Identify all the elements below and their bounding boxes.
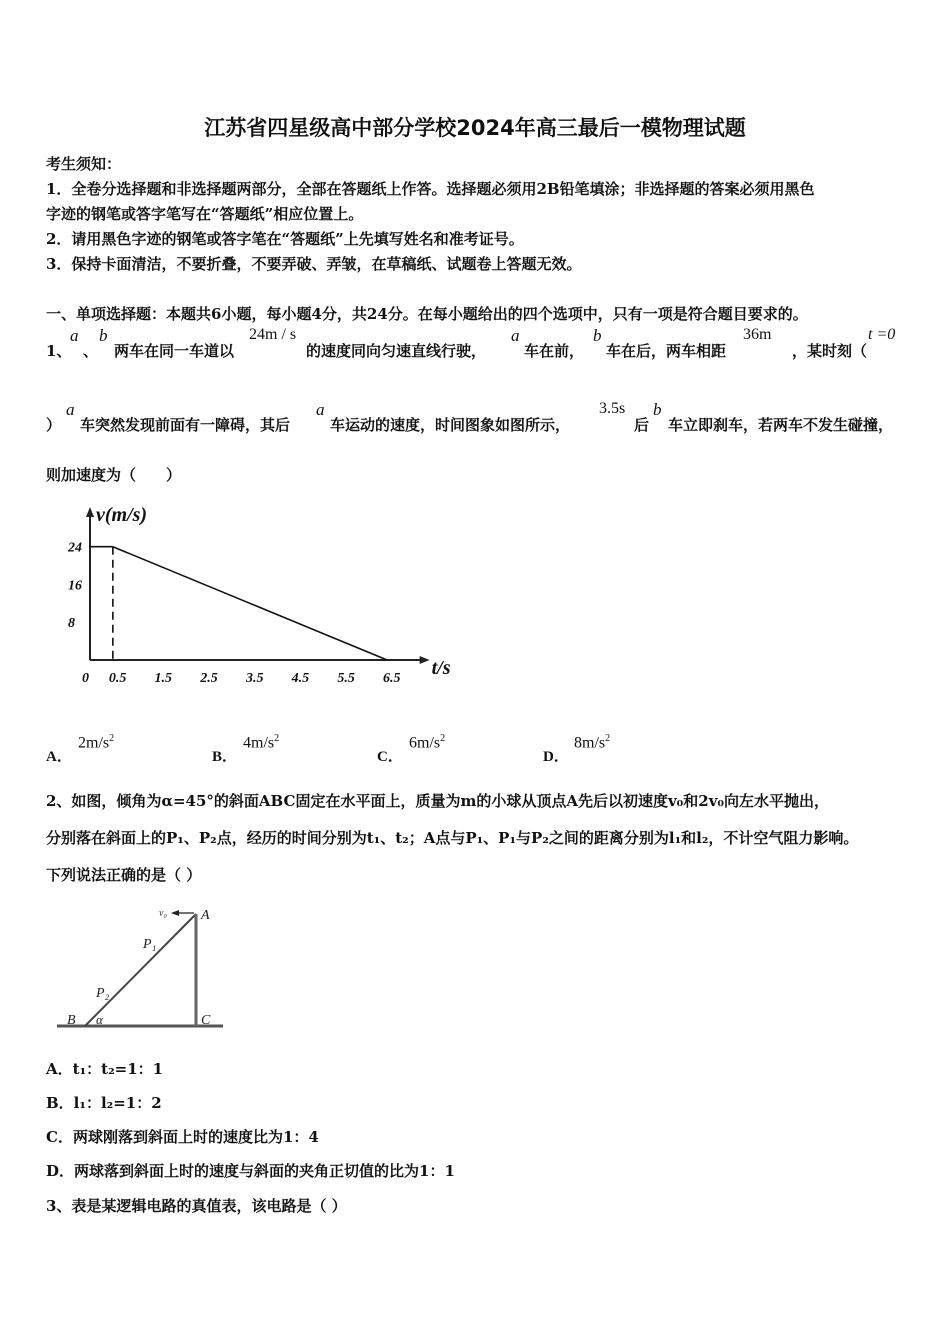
label-P2: P₂ (96, 986, 110, 1001)
q3-line-1: 3、表是某逻辑电路的真值表，该电路是（ ） (46, 1197, 347, 1215)
q1-time-zero: t =0 (868, 326, 896, 343)
q1-distance: 36m (743, 326, 772, 343)
q1-speed: 24m / s (249, 326, 297, 343)
x-tick-label: 6.5 (383, 671, 401, 686)
q2-line-3: 下列说法正确的是（ ） (46, 866, 202, 884)
label-A: A (201, 908, 210, 923)
y-tick-label: 16 (68, 578, 82, 594)
y-tick-label: 24 (68, 540, 82, 556)
x-tick-label: 0 (82, 671, 89, 686)
x-axis-label: t/s (431, 657, 451, 679)
q1-text-10: 车立即刹车，若两车不发生碰撞， (668, 416, 894, 434)
q1-var-b-2: b (593, 326, 602, 345)
q1-number: 1、 (46, 342, 72, 360)
section-heading: 一、单项选择题：本题共6小题，每小题4分，共24分。在每小题给出的四个选项中，只有一项是符合题目要求的。 (46, 305, 808, 323)
x-tick-label: 0.5 (108, 671, 127, 686)
y-tick-label: 8 (68, 616, 75, 632)
q1-option-a-value: $2m/s^2$ (78, 733, 115, 752)
notice-line-2: 2．请用黑色字迹的钢笔或答字笔在“答题纸”上先填写姓名和准考证号。 (46, 230, 524, 248)
q1-time-3-5: 3.5s (599, 400, 626, 417)
q2-line-1: 2、如图，倾角为α=45°的斜面ABC固定在水平面上，质量为m的小球从顶点A先后以初速度v₀和2v₀向左水平抛出， (46, 792, 829, 810)
q1-text-8: 车运动的速度，时间图象如图所示， (330, 416, 571, 434)
q1-option-c-label: C． (377, 749, 403, 765)
series-segment (113, 547, 387, 660)
q1-text-4: 车在后，两车相距 (606, 342, 727, 360)
y-axis-label: v(m/s) (96, 504, 148, 526)
label-P1: P₁ (143, 937, 157, 952)
label-C: C (201, 1013, 211, 1028)
q2-option-b: B．l₁：l₂=1：2 (46, 1094, 162, 1112)
q1-option-d-label: D． (543, 749, 569, 765)
vt-chart (60, 495, 480, 720)
notice-line-1b: 字迹的钢笔或答字笔写在“答题纸”相应位置上。 (46, 205, 364, 223)
q2-option-a: A．t₁：t₂=1：1 (46, 1060, 164, 1078)
x-tick-label: 2.5 (200, 671, 218, 686)
q1-separator: 、 (83, 342, 99, 360)
q1-var-b: b (99, 326, 108, 345)
q1-option-a-exp: 2 (109, 733, 115, 744)
q1-option-b-value: $4m/s^2$ (243, 733, 280, 752)
q1-option-b-label: B． (212, 749, 238, 765)
q1-option-c-exp: 2 (440, 733, 446, 744)
q1-text-5: ，某时刻（ (792, 342, 868, 360)
q1-option-c-value: $6m/s^2$ (409, 733, 446, 752)
q1-var-a-3: a (66, 400, 75, 419)
label-alpha: α (96, 1012, 103, 1027)
notice-heading: 考生须知： (46, 155, 122, 173)
notice-line-1: 1．全卷分选择题和非选择题两部分，全部在答题纸上作答。选择题必须用2B铅笔填涂；非选择题的答案必须用黑色 (46, 180, 815, 198)
x-tick-label: 4.5 (291, 671, 310, 686)
q1-option-b-exp: 2 (274, 733, 280, 744)
q1-option-a-label: A． (46, 749, 72, 765)
q1-text-1: 两车在同一车道以 (114, 342, 235, 360)
q2-line-2: 分别落在斜面上的P₁、P₂点，经历的时间分别为t₁、t₂；A点与P₁、P₁与P₂之间的距离分别为l₁和l₂，不计空气阻力影响。 (46, 829, 859, 847)
notice-line-3: 3．保持卡面清洁，不要折叠，不要弄破、弄皱，在草稿纸、试题卷上答题无效。 (46, 255, 582, 273)
q1-text-6: ） (46, 416, 62, 434)
q1-var-b-3: b (653, 400, 662, 419)
q1-text-9: 后 (634, 416, 650, 434)
q1-text-7: 车突然发现前面有一障碍，其后 (80, 416, 291, 434)
x-tick-label: 1.5 (154, 671, 173, 686)
x-tick-label: 3.5 (245, 671, 264, 686)
label-v0: v₀ (159, 908, 167, 919)
label-B: B (67, 1013, 76, 1028)
q1-text-2: 的速度同向匀速直线行驶， (306, 342, 487, 360)
y-axis-arrow (86, 507, 94, 517)
x-axis-arrow (420, 656, 430, 664)
q1-text-11: 则加速度为（ ） (46, 466, 182, 484)
velocity-arrowhead (171, 910, 179, 916)
q1-option-d-value: $8m/s^2$ (574, 733, 611, 752)
incline-line (85, 914, 196, 1026)
q1-var-a-4: a (316, 400, 325, 419)
q1-option-d-exp: 2 (605, 733, 611, 744)
q2-option-d: D．两球落到斜面上时的速度与斜面的夹角正切值的比为1：1 (46, 1162, 455, 1180)
q1-text-3: 车在前， (524, 342, 585, 360)
incline-figure (55, 900, 230, 1035)
page-title: 江苏省四星级高中部分学校2024年高三最后一模物理试题 (204, 116, 746, 140)
q1-var-a: a (70, 326, 79, 345)
q2-option-c: C．两球刚落到斜面上时的速度比为1：4 (46, 1128, 319, 1146)
x-tick-label: 5.5 (337, 671, 355, 686)
q1-var-a-2: a (511, 326, 520, 345)
